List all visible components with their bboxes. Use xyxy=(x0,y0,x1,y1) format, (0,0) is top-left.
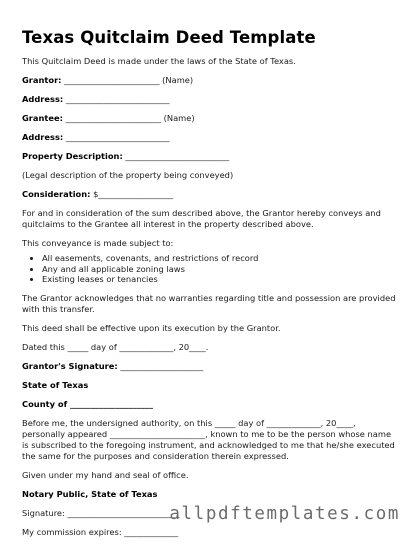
subject-to-list xyxy=(22,253,400,285)
effective-paragraph: This deed shall be effective upon its execution by the Grantor. xyxy=(22,322,281,333)
grantor-blank: _______________________ (Name) xyxy=(61,75,194,85)
given-under-text: Given under my hand and seal of office. xyxy=(22,469,189,480)
county-field xyxy=(22,399,400,410)
grantee-address-blank: _________________________ xyxy=(63,132,170,142)
grantor-signature-field xyxy=(22,361,400,372)
subject-to-intro: This conveyance is made subject to: xyxy=(22,238,174,248)
grantor-signature-blank: ____________________ xyxy=(117,360,204,371)
conveyance-paragraph: For and in consideration of the sum described above, the Grantor hereby conveys and quitclaims to the Grantee all interest in the property described above. xyxy=(22,208,381,229)
grantor-signature-label: Grantor's Signature: xyxy=(22,360,118,371)
legal-description-note: (Legal description of the property being conveyed) xyxy=(22,170,234,180)
notary-heading: Notary Public, State of Texas xyxy=(22,488,158,499)
property-description-label: Property Description: xyxy=(22,151,123,161)
dated-line: Dated this _____ day of _____________, 20____. xyxy=(22,341,209,352)
grantee-field xyxy=(22,113,400,124)
consideration-label: Consideration: xyxy=(22,189,91,199)
consideration-blank: $__________________ xyxy=(90,189,174,199)
grantee-address-label: Address: xyxy=(22,132,64,142)
grantor-address-blank: _________________________ xyxy=(63,94,170,104)
document-title: Texas Quitclaim Deed Template xyxy=(22,28,316,47)
intro-text: This Quitclaim Deed is made under the laws of the State of Texas. xyxy=(22,56,296,66)
county-label: County of xyxy=(22,398,68,409)
deed-document xyxy=(22,28,400,546)
grantee-label: Grantee: xyxy=(22,113,63,123)
grantor-address-field xyxy=(22,94,400,105)
grantee-address-field xyxy=(22,132,400,143)
commission-line: My commission expires: _____________ xyxy=(22,526,179,537)
list-item: • Existing leases or tenancies xyxy=(42,274,400,285)
signature-line: Signature: ___________________________ xyxy=(22,507,180,518)
acknowledgement-paragraph: The Grantor acknowledges that no warranties regarding title and possession are provided with this transfer. xyxy=(22,292,396,314)
grantee-blank: _______________________ (Name) xyxy=(62,113,195,123)
property-description-field xyxy=(22,151,400,162)
county-blank: ____________________ xyxy=(67,398,154,409)
grantor-label: Grantor: xyxy=(22,75,62,85)
property-description-blank: _________________________ xyxy=(122,151,230,161)
state-heading: State of Texas xyxy=(22,379,89,390)
list-item: • All easements, covenants, and restrictions of record xyxy=(42,253,400,264)
notary-paragraph: Before me, the undersigned authority, on this _____ day of _____________, 20____, personally appeared _______________________, known to me to be the person whose name is subscribed to the foregoing instrument, and acknowledged to me that he/she executed the same for the purposes and consideration therein expressed. xyxy=(22,417,395,461)
consideration-field xyxy=(22,189,400,200)
watermark-logo: allpdftemplates.com xyxy=(169,504,400,524)
list-item: • Any and all applicable zoning laws xyxy=(42,264,400,275)
grantor-field xyxy=(22,75,400,86)
grantor-address-label: Address: xyxy=(22,94,64,104)
